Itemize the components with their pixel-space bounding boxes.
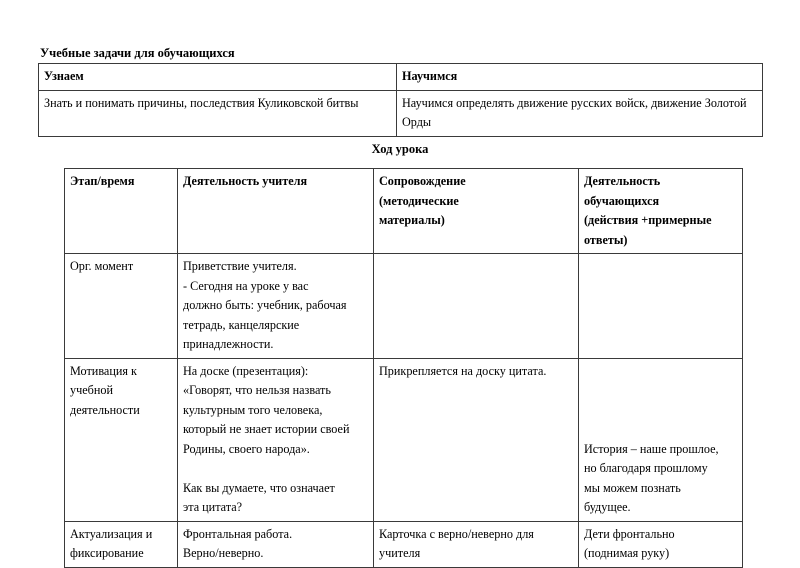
lesson-flow-row bbox=[65, 254, 743, 359]
goals-header-nauchimsya: Научимся bbox=[397, 64, 763, 91]
students-answer-block: История – наше прошлое, но благодаря прошлому мы можем познать будущее. bbox=[584, 441, 719, 514]
row-stage-org: Орг. момент bbox=[65, 254, 178, 359]
row-teacher-actualization: Фронтальная работа. Верно/неверно. bbox=[178, 521, 374, 567]
row-materials-actualization: Карточка с верно/неверно для учителя bbox=[374, 521, 579, 567]
row-students-actualization: Дети фронтально (поднимая руку) bbox=[579, 521, 743, 567]
paragraph-spacer bbox=[183, 459, 367, 479]
goals-table-header-row bbox=[39, 64, 763, 91]
lesson-flow-header-students: Деятельность обучающихся (действия +примерные ответы) bbox=[579, 169, 743, 254]
row-teacher-org: Приветствие учителя. - Сегодня на уроке у вас должно быть: учебник, рабочая тетрадь, канцелярские принадлежности. bbox=[178, 254, 374, 359]
row-teacher-motivation: На доске (презентация): «Говорят, что нельзя назвать культурным того человека, который не знает истории своей Родины, своего народа». Как вы думаете, что означает эта цитата? bbox=[178, 358, 374, 521]
lesson-flow-header-teacher: Деятельность учителя bbox=[178, 169, 374, 254]
goals-cell-uznaem: Знать и понимать причины, последствия Куликовской битвы bbox=[39, 90, 397, 136]
row-students-org bbox=[579, 254, 743, 359]
goals-table-row bbox=[39, 90, 763, 136]
lesson-flow-table bbox=[64, 168, 743, 568]
row-materials-org bbox=[374, 254, 579, 359]
row-students-motivation bbox=[579, 358, 743, 521]
goals-header-uznaem: Узнаем bbox=[39, 64, 397, 91]
goals-table bbox=[38, 63, 763, 137]
row-stage-actualization: Актуализация и фиксирование bbox=[65, 521, 178, 567]
row-materials-motivation: Прикрепляется на доску цитата. bbox=[374, 358, 579, 521]
goals-cell-nauchimsya: Научимся определять движение русских войск, движение Золотой Орды bbox=[397, 90, 763, 136]
lesson-flow-header-materials: Сопровождение (методические материалы) bbox=[374, 169, 579, 254]
lesson-flow-row bbox=[65, 521, 743, 567]
lesson-flow-row bbox=[65, 358, 743, 521]
row-stage-motivation: Мотивация к учебной деятельности bbox=[65, 358, 178, 521]
lesson-flow-header-stage: Этап/время bbox=[65, 169, 178, 254]
goals-heading: Учебные задачи для обучающихся bbox=[40, 46, 235, 60]
lesson-flow-header-row bbox=[65, 169, 743, 254]
lesson-flow-heading: Ход урока bbox=[371, 142, 429, 156]
